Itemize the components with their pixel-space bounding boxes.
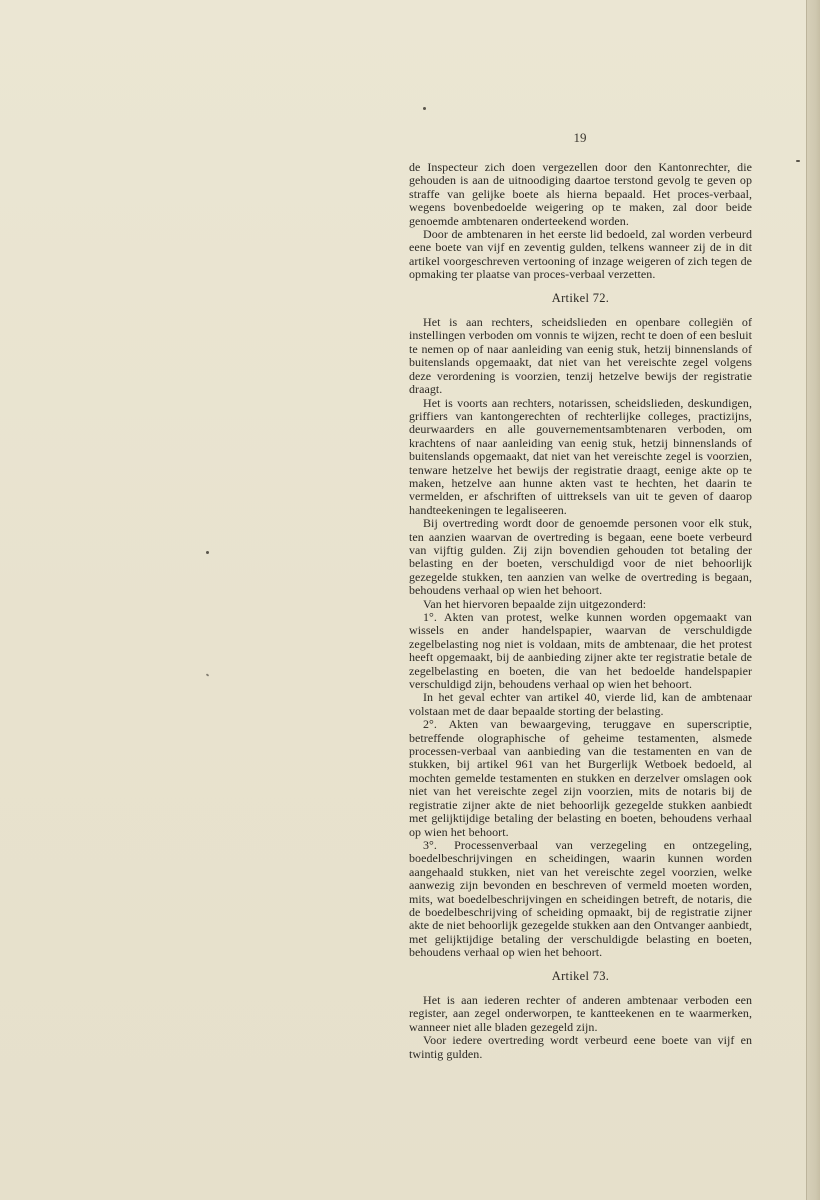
page-number: 19 [573, 130, 587, 145]
paragraph: Van het hiervoren bepaalde zijn uitgezonderd: [423, 596, 647, 611]
paragraph: Bij overtreding wordt door de genoemde personen voor elk stuk, ten aanzien waarvan de overtreding is begaan, eene boete verbeurd van vijftig gulden. Zij zijn bovendien gehouden tot betaling der belasting en der boeten, verschuldigd voor de niet behoorlijk gezegelde stukken, ten aanzien van welke de overtreding is begaan, behoudens verhaal op wien het behoort. [409, 516, 752, 598]
paragraph: de Inspecteur zich doen vergezellen door den Kantonrechter, die gehouden is aan de uitnoodiging daartoe terstond gevolg te geven op straffe van gelijke boete als hierna bepaald. Het proces-verbaal, wegens bovenbedoelde weigering op te maken, zal door beide genoemde ambtenaren onderteekend worden. [409, 160, 752, 228]
list-item: 3°. Processenverbaal van verzegeling en ontzegeling, boedelbeschrijvingen en scheidingen, waarin kunnen worden aangehaald stukken, niet van het vereischte zegel voorzien, welke aanwezig zijn bevonden en beschreven of vermeld moeten worden, mits, wat boedelbeschrijvingen en scheidingen betreft, de notaris, die de boedelbeschrijving of scheiding opmaakt, bij de registratie zijner akte de niet behoorlijk gezegelde stukken aan den Ontvanger aanbiedt, met gelijktijdige betaling der verschuldigde belasting en boeten, behoudens verhaal op wien het behoort. [409, 837, 752, 960]
paper-edge [806, 0, 820, 1200]
list-item: 2°. Akten van bewaargeving, teruggave en superscriptie, betreffende olographische of geheime testamenten, alsmede processen-verbaal van aanbieding van die testamenten en van de stukken, bij artikel 961 van het Burgerlijk Wetboek bedoeld, al mochten gemelde testamenten en stukken en derzelver omslagen ook niet van het vereischte zegel zijn voorzien, mits de notaris bij de registratie zijner akte de niet behoorlijk gezegelde stukken aanbiedt met gelijktijdige betaling der belasting en boeten, behoudens verhaal op wien het behoort. [409, 717, 752, 839]
paragraph: In het geval echter van artikel 40, vierde lid, kan de ambtenaar volstaan met de daar bepaalde storting der belasting. [409, 690, 752, 718]
paragraph: Het is voorts aan rechters, notarissen, scheidslieden, deskundigen, griffiers van kantongerechten of rechterlijke colleges, practizijns, deurwaarders en alle gouvernementsambtenaren verboden, om krachtens of naar aanleiding van eenig stuk, hetzij binnenslands of buitenslands opgemaakt, dat niet van het vereischte zegel is voorzien, tenware hetzelve het bewijs der registratie draagt, eenige akte op te maken, hetzelve aan hunne akten vast te hechten, het daarin te vermelden, er afschriften of uittreksels van uit te geven of daarop handteekeningen te legaliseeren. [409, 395, 752, 517]
paper-speck [796, 160, 800, 162]
article-heading: Artikel 72. [551, 290, 610, 305]
paragraph: Het is aan iederen rechter of anderen ambtenaar verboden een register, aan zegel onderworpen, te kantteekenen en te waarmerken, wanneer niet alle bladen gezegeld zijn. [409, 992, 752, 1034]
paper-speck [206, 551, 209, 554]
paper-speck [423, 107, 426, 110]
paragraph: Voor iedere overtreding wordt verbeurd eene boete van vijf en twintig gulden. [409, 1033, 752, 1061]
document-body [409, 161, 752, 1061]
paragraph: Door de ambtenaren in het eerste lid bedoeld, zal worden verbeurd eene boete van vijf en zeventig gulden, telkens wanneer zij de in dit artikel voorgeschreven vertooning of inzage weigeren of zich tegen de opmaking ter plaatse van proces-verbaal verzetten. [409, 227, 752, 282]
article-heading: Artikel 73. [551, 968, 610, 983]
paragraph: Het is aan rechters, scheidslieden en openbare collegiën of instellingen verboden om vonnis te wijzen, recht te doen of een besluit te nemen op of naar aanleiding van eenig stuk, hetzij binnenslands of buitenslands opgemaakt, dat niet van het vereischte zegel volgens deze verordening is voorzien, tenzij hetzelve bewijs der registratie draagt. [409, 315, 752, 397]
list-item: 1°. Akten van protest, welke kunnen worden opgemaakt van wissels en ander handelspapier, waarvan de verschuldigde zegelbelasting nog niet is voldaan, mits de ambtenaar, die het protest heeft opgemaakt, bij de aanbieding zijner akte ter registratie betale de zegelbelasting en boeten, die van het bedoelde handelspapier verschuldigd zijn, behoudens verhaal op wien het behoort. [409, 610, 752, 692]
